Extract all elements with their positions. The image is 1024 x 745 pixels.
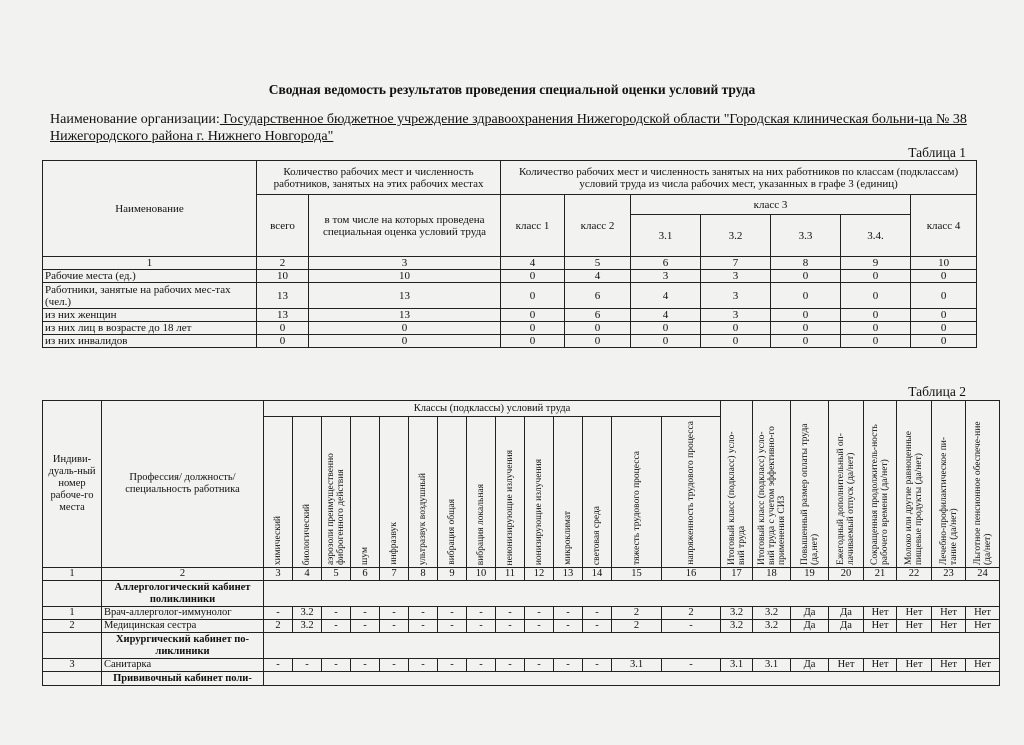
t2-cell: Да <box>791 620 829 633</box>
t1-cell: 10 <box>309 270 501 283</box>
t2-cell: - <box>525 659 554 672</box>
t1-cell: 13 <box>257 283 309 309</box>
t2-cell: - <box>380 620 409 633</box>
t2-cell: Да <box>829 607 864 620</box>
t1-row-label: Рабочие места (ед.) <box>43 270 257 283</box>
t2-header-pension: Льготное пенсионное обеспече-ние (да/нет) <box>966 401 1000 568</box>
t2-header-final-class-siz: Итоговый класс (подкласс) усло-вий труда с учетом эффективно-го применения СИЗ <box>753 401 791 568</box>
t2-factor-header: биологический <box>293 417 322 568</box>
t2-col-number: 9 <box>438 568 467 581</box>
t2-col-number: 22 <box>897 568 932 581</box>
t2-cell: - <box>554 620 583 633</box>
t2-cell: - <box>525 607 554 620</box>
t1-col-number: 10 <box>911 257 977 270</box>
t2-header-milk: Молоко или другие равноценные пищевые продукты (да/нет) <box>897 401 932 568</box>
t1-cell: 0 <box>911 335 977 348</box>
t2-cell: 2 <box>662 607 721 620</box>
t2-cell: Нет <box>897 620 932 633</box>
t2-cell: Нет <box>829 659 864 672</box>
t2-cell: Да <box>791 659 829 672</box>
t1-col-number: 5 <box>565 257 631 270</box>
t1-cell: 6 <box>565 309 631 322</box>
t2-header-id: Индиви-дуаль-ный номер рабоче-го места <box>43 401 102 568</box>
t1-cell: 0 <box>771 335 841 348</box>
t2-cell: - <box>467 620 496 633</box>
t1-header-class1: класс 1 <box>501 195 565 257</box>
t1-cell: 13 <box>257 309 309 322</box>
t2-cell: 3.2 <box>753 607 791 620</box>
table-row <box>43 659 1000 672</box>
t1-col-number: 3 <box>309 257 501 270</box>
t2-row-id: 1 <box>43 607 102 620</box>
t2-cell: 2 <box>612 607 662 620</box>
t2-cell: 3.2 <box>721 620 753 633</box>
t2-cell: - <box>409 659 438 672</box>
t2-col-number: 6 <box>351 568 380 581</box>
table-row <box>43 620 1000 633</box>
t2-cell: - <box>293 659 322 672</box>
t2-cell: - <box>351 620 380 633</box>
t1-cell: 0 <box>501 270 565 283</box>
t2-cell: 3.2 <box>293 607 322 620</box>
t1-cell: 13 <box>309 309 501 322</box>
t2-cell: - <box>380 607 409 620</box>
t2-cell: - <box>438 620 467 633</box>
organization-label: Наименование организации: <box>50 112 220 127</box>
t2-col-number: 4 <box>293 568 322 581</box>
t1-row-label: из них инвалидов <box>43 335 257 348</box>
t1-cell: 0 <box>631 322 701 335</box>
t2-cell: - <box>525 620 554 633</box>
t2-cell: Нет <box>932 620 966 633</box>
t1-cell: 0 <box>841 270 911 283</box>
t1-cell: 0 <box>911 309 977 322</box>
t1-cell: 0 <box>911 322 977 335</box>
t1-header-incl: в том числе на которых проведена специальная оценка условий труда <box>309 195 501 257</box>
t1-cell: 3 <box>701 270 771 283</box>
t2-cell: 2 <box>264 620 293 633</box>
organization-name: Государственное бюджетное учреждение здравоохранения Нижегородской области "Городская клиническая больни-ца № 38 Нижегородского района г. Нижнего Новгорода" <box>50 112 967 144</box>
table-row <box>43 322 977 335</box>
t2-row-profession: Санитарка <box>102 659 264 672</box>
t2-col-number: 10 <box>467 568 496 581</box>
t1-cell: 0 <box>911 270 977 283</box>
t2-section-vaccination: Прививочный кабинет поли- <box>102 672 264 686</box>
t2-cell: - <box>554 607 583 620</box>
t2-cell: - <box>467 607 496 620</box>
t2-col-number: 12 <box>525 568 554 581</box>
t1-cell: 0 <box>841 335 911 348</box>
t2-factor-header: напряженность трудового процесса <box>662 417 721 568</box>
t2-col-number: 23 <box>932 568 966 581</box>
t1-cell: 0 <box>631 335 701 348</box>
t2-header-vacation: Ежегодный дополнительный оп-лачиваемый отпуск (да/нет) <box>829 401 864 568</box>
t1-col-number: 9 <box>841 257 911 270</box>
t2-column-numbers <box>43 568 1000 581</box>
t2-col-number: 18 <box>753 568 791 581</box>
t2-cell: 3.1 <box>721 659 753 672</box>
t1-sub-3-1: 3.1 <box>631 215 701 257</box>
t2-cell: 3.2 <box>753 620 791 633</box>
workplace-table-2 <box>42 400 1000 686</box>
t1-cell: 10 <box>257 270 309 283</box>
t2-factor-header: микроклимат <box>554 417 583 568</box>
t2-col-number: 20 <box>829 568 864 581</box>
t1-cell: 3 <box>701 283 771 309</box>
t1-cell: 4 <box>565 270 631 283</box>
t2-header-classes: Классы (подклассы) условий труда <box>264 401 721 417</box>
t1-cell: 0 <box>841 322 911 335</box>
t1-row-label: из них женщин <box>43 309 257 322</box>
t2-cell: 3.2 <box>293 620 322 633</box>
t1-cell: 13 <box>309 283 501 309</box>
t2-factor-header: ультразвук воздушный <box>409 417 438 568</box>
t2-col-number: 14 <box>583 568 612 581</box>
t1-col-number: 6 <box>631 257 701 270</box>
t1-cell: 6 <box>565 283 631 309</box>
t2-factor-header: аэрозоли преимущественно фиброгенного действия <box>322 417 351 568</box>
t2-cell: - <box>264 607 293 620</box>
t1-header-qty: Количество рабочих мест и численность работников, занятых на этих рабочих местах <box>257 161 501 195</box>
t2-header-final-class: Итоговый класс (подкласс) усло-вий труда <box>721 401 753 568</box>
t2-cell: - <box>554 659 583 672</box>
t1-cell: 0 <box>565 322 631 335</box>
t1-cell: 4 <box>631 283 701 309</box>
t1-header-classes: Количество рабочих мест и численность занятых на них работников по классам (подклассам) условий труда из числа рабочих мест, указанных в графе 3 (единиц) <box>501 161 977 195</box>
t2-factor-header: световая среда <box>583 417 612 568</box>
t1-cell: 0 <box>701 322 771 335</box>
t1-cell: 0 <box>701 335 771 348</box>
summary-table-1 <box>42 160 977 348</box>
t2-cell: - <box>322 607 351 620</box>
t2-factor-header: вибрация общая <box>438 417 467 568</box>
t2-cell: - <box>662 659 721 672</box>
t2-cell: - <box>351 659 380 672</box>
t1-cell: 0 <box>257 322 309 335</box>
t1-sub-3-4: 3.4. <box>841 215 911 257</box>
t2-factor-header: ионизирующие излучения <box>525 417 554 568</box>
t1-cell: 0 <box>565 335 631 348</box>
t1-cell: 0 <box>309 335 501 348</box>
t2-col-number: 2 <box>102 568 264 581</box>
t2-factor-header: тяжесть трудового процесса <box>612 417 662 568</box>
t1-col-number: 7 <box>701 257 771 270</box>
t1-cell: 0 <box>501 283 565 309</box>
t2-factor-header: инфразвук <box>380 417 409 568</box>
t2-cell: Нет <box>932 659 966 672</box>
t1-cell: 4 <box>631 309 701 322</box>
table-row <box>43 335 977 348</box>
t1-header-class3: класс 3 <box>631 195 911 215</box>
organization-line <box>50 111 970 145</box>
t1-cell: 0 <box>501 309 565 322</box>
t2-cell: 3.1 <box>612 659 662 672</box>
t1-cell: 3 <box>701 309 771 322</box>
t2-cell: - <box>662 620 721 633</box>
t1-cell: 0 <box>771 270 841 283</box>
t2-factor-header: шум <box>351 417 380 568</box>
t1-cell: 3 <box>631 270 701 283</box>
t2-cell: - <box>496 659 525 672</box>
t1-sub-3-3: 3.3 <box>771 215 841 257</box>
t2-cell: Нет <box>966 620 1000 633</box>
t1-header-class4: класс 4 <box>911 195 977 257</box>
t1-cell: 0 <box>501 335 565 348</box>
t1-col-number: 2 <box>257 257 309 270</box>
t2-row-profession: Врач-аллерголог-иммунолог <box>102 607 264 620</box>
table-row <box>43 283 977 309</box>
document-title: Сводная ведомость результатов проведения специальной оценки условий труда <box>268 82 756 97</box>
t1-cell: 0 <box>771 322 841 335</box>
t2-cell: Нет <box>932 607 966 620</box>
t2-cell: 2 <box>612 620 662 633</box>
t1-col-number: 8 <box>771 257 841 270</box>
t2-factor-header: вибрация локальная <box>467 417 496 568</box>
t1-cell: 0 <box>257 335 309 348</box>
t2-factor-header: химический <box>264 417 293 568</box>
t2-cell: - <box>496 620 525 633</box>
t2-cell: - <box>380 659 409 672</box>
t2-cell: - <box>409 620 438 633</box>
t2-cell: Нет <box>966 659 1000 672</box>
t2-col-number: 15 <box>612 568 662 581</box>
t2-header-pay: Повышенный размер оплаты труда (да,нет) <box>791 401 829 568</box>
t2-cell: - <box>351 607 380 620</box>
t2-cell: - <box>438 607 467 620</box>
t2-cell: - <box>583 607 612 620</box>
t2-cell: Нет <box>897 659 932 672</box>
table-row <box>43 607 1000 620</box>
t1-cell: 0 <box>841 309 911 322</box>
t2-cell: 3.2 <box>721 607 753 620</box>
t1-cell: 0 <box>309 322 501 335</box>
t2-col-number: 21 <box>864 568 897 581</box>
table-row <box>43 270 977 283</box>
t1-cell: 0 <box>771 283 841 309</box>
t2-cell: Да <box>829 620 864 633</box>
t2-col-number: 1 <box>43 568 102 581</box>
t2-cell: - <box>583 659 612 672</box>
t1-cell: 0 <box>911 283 977 309</box>
t1-cell: 0 <box>841 283 911 309</box>
t2-cell: 3.1 <box>753 659 791 672</box>
t2-section-surgery: Хирургический кабинет по-ликлиники <box>102 633 264 659</box>
t1-col-number: 4 <box>501 257 565 270</box>
t1-header-name: Наименование <box>43 161 257 257</box>
t1-row-label: Работники, занятые на рабочих мес-тах (чел.) <box>43 283 257 309</box>
t2-cell: - <box>496 607 525 620</box>
t2-factor-header: неионизирующие излучения <box>496 417 525 568</box>
t2-cell: Нет <box>864 620 897 633</box>
t2-cell: - <box>322 620 351 633</box>
t2-cell: Нет <box>966 607 1000 620</box>
t2-col-number: 16 <box>662 568 721 581</box>
t1-cell: 0 <box>501 322 565 335</box>
t2-row-id: 2 <box>43 620 102 633</box>
t2-cell: Нет <box>897 607 932 620</box>
t2-header-nutrition: Лечебно-профилактическое пи-тание (да/нет) <box>932 401 966 568</box>
t2-col-number: 13 <box>554 568 583 581</box>
t1-column-numbers <box>43 257 977 270</box>
t1-header-total: всего <box>257 195 309 257</box>
t2-cell: - <box>467 659 496 672</box>
t1-cell: 0 <box>771 309 841 322</box>
t2-col-number: 7 <box>380 568 409 581</box>
t2-cell: - <box>264 659 293 672</box>
t2-cell: - <box>322 659 351 672</box>
t2-col-number: 3 <box>264 568 293 581</box>
t2-cell: - <box>409 607 438 620</box>
t2-cell: Нет <box>864 659 897 672</box>
table-row <box>43 309 977 322</box>
t2-row-profession: Медицинская сестра <box>102 620 264 633</box>
t2-col-number: 5 <box>322 568 351 581</box>
t2-col-number: 19 <box>791 568 829 581</box>
table2-label: Таблица 2 <box>908 384 966 399</box>
t2-col-number: 8 <box>409 568 438 581</box>
t2-header-reduced-hours: Сокращенная продолжитель-ность рабочего времени (да/нет) <box>864 401 897 568</box>
t1-header-class2: класс 2 <box>565 195 631 257</box>
t2-cell: Да <box>791 607 829 620</box>
t2-cell: Нет <box>864 607 897 620</box>
t2-header-profession: Профессия/ должность/ специальность работника <box>102 401 264 568</box>
t2-cell: - <box>438 659 467 672</box>
t2-col-number: 17 <box>721 568 753 581</box>
t2-col-number: 24 <box>966 568 1000 581</box>
t2-cell: - <box>583 620 612 633</box>
t1-col-number: 1 <box>43 257 257 270</box>
t2-section-allergy: Аллергологический кабинет поликлиники <box>102 581 264 607</box>
t1-row-label: из них лиц в возрасте до 18 лет <box>43 322 257 335</box>
table1-label: Таблица 1 <box>908 145 966 160</box>
t1-sub-3-2: 3.2 <box>701 215 771 257</box>
t2-row-id: 3 <box>43 659 102 672</box>
t2-col-number: 11 <box>496 568 525 581</box>
